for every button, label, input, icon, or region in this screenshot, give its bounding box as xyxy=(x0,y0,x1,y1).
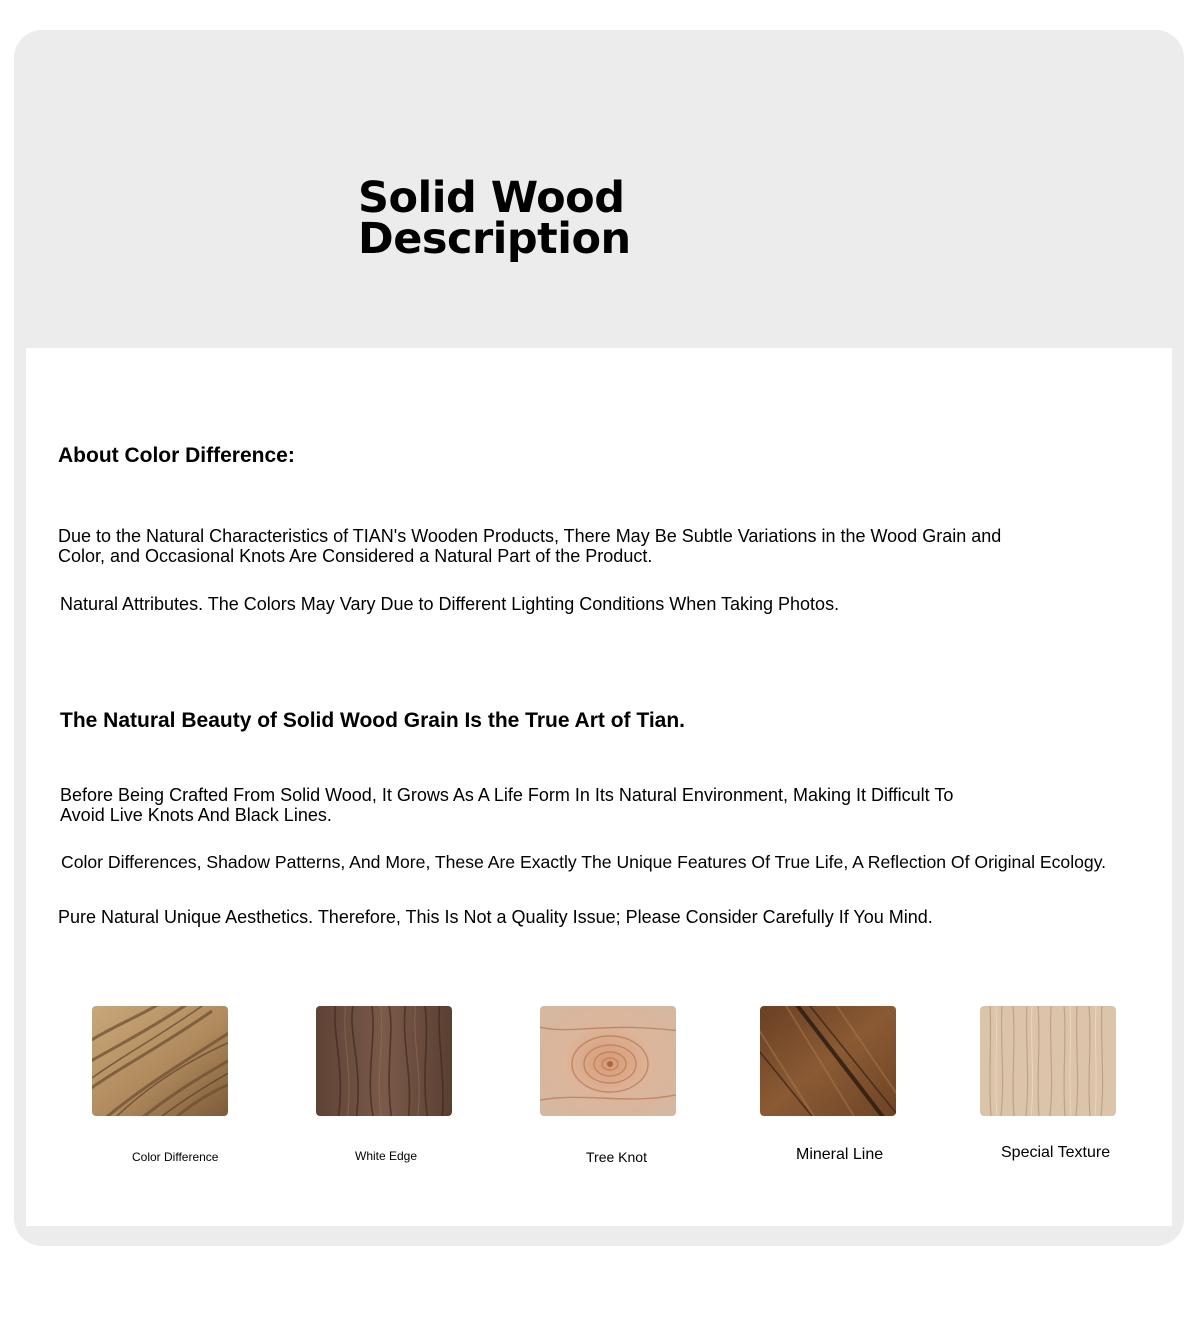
wood-grain-image xyxy=(760,1006,896,1116)
lighting-note: Natural Attributes. The Colors May Vary Due to Different Lighting Conditions When Taking Photos. xyxy=(60,594,840,614)
wood-grain-image xyxy=(316,1006,452,1116)
wood-grain-image xyxy=(540,1006,676,1116)
color-difference-swatch xyxy=(92,1006,228,1116)
mineral-line-caption: Mineral Line xyxy=(796,1146,884,1163)
color-difference-heading: About Color Difference: xyxy=(58,444,295,467)
tree-knot-swatch xyxy=(540,1006,676,1116)
white-edge-swatch xyxy=(316,1006,452,1116)
page-title-line1: Solid Wood xyxy=(358,173,625,223)
page-title-line2: Description xyxy=(358,214,631,264)
life-form-paragraph-line2: Avoid Live Knots And Black Lines. xyxy=(60,805,332,825)
tree-knot-caption: Tree Knot xyxy=(586,1149,647,1165)
wood-grain-image xyxy=(980,1006,1116,1116)
natural-beauty-heading: The Natural Beauty of Solid Wood Grain Is the True Art of Tian. xyxy=(60,709,686,732)
wood-grain-image xyxy=(92,1006,228,1116)
color-difference-paragraph-line2: Color, and Occasional Knots Are Considered a Natural Part of the Product. xyxy=(58,546,653,566)
unique-features-paragraph: Color Differences, Shadow Patterns, And More, These Are Exactly The Unique Features Of True Life, A Reflection Of Original Ecology. xyxy=(61,852,1107,872)
special-texture-swatch xyxy=(980,1006,1116,1116)
life-form-paragraph-line1: Before Being Crafted From Solid Wood, It Grows As A Life Form In Its Natural Environment, Making It Difficult To xyxy=(60,785,954,805)
color-difference-paragraph-line1: Due to the Natural Characteristics of TIAN's Wooden Products, There May Be Subtle Variations in the Wood Grain and xyxy=(58,526,1002,546)
white-edge-caption: White Edge xyxy=(355,1149,418,1163)
special-texture-caption: Special Texture xyxy=(1001,1144,1111,1161)
mineral-line-swatch xyxy=(760,1006,896,1116)
page-title xyxy=(358,173,631,264)
quality-note: Pure Natural Unique Aesthetics. Therefore, This Is Not a Quality Issue; Please Consider Carefully If You Mind. xyxy=(58,907,933,927)
color-difference-caption: Color Difference xyxy=(132,1150,219,1164)
